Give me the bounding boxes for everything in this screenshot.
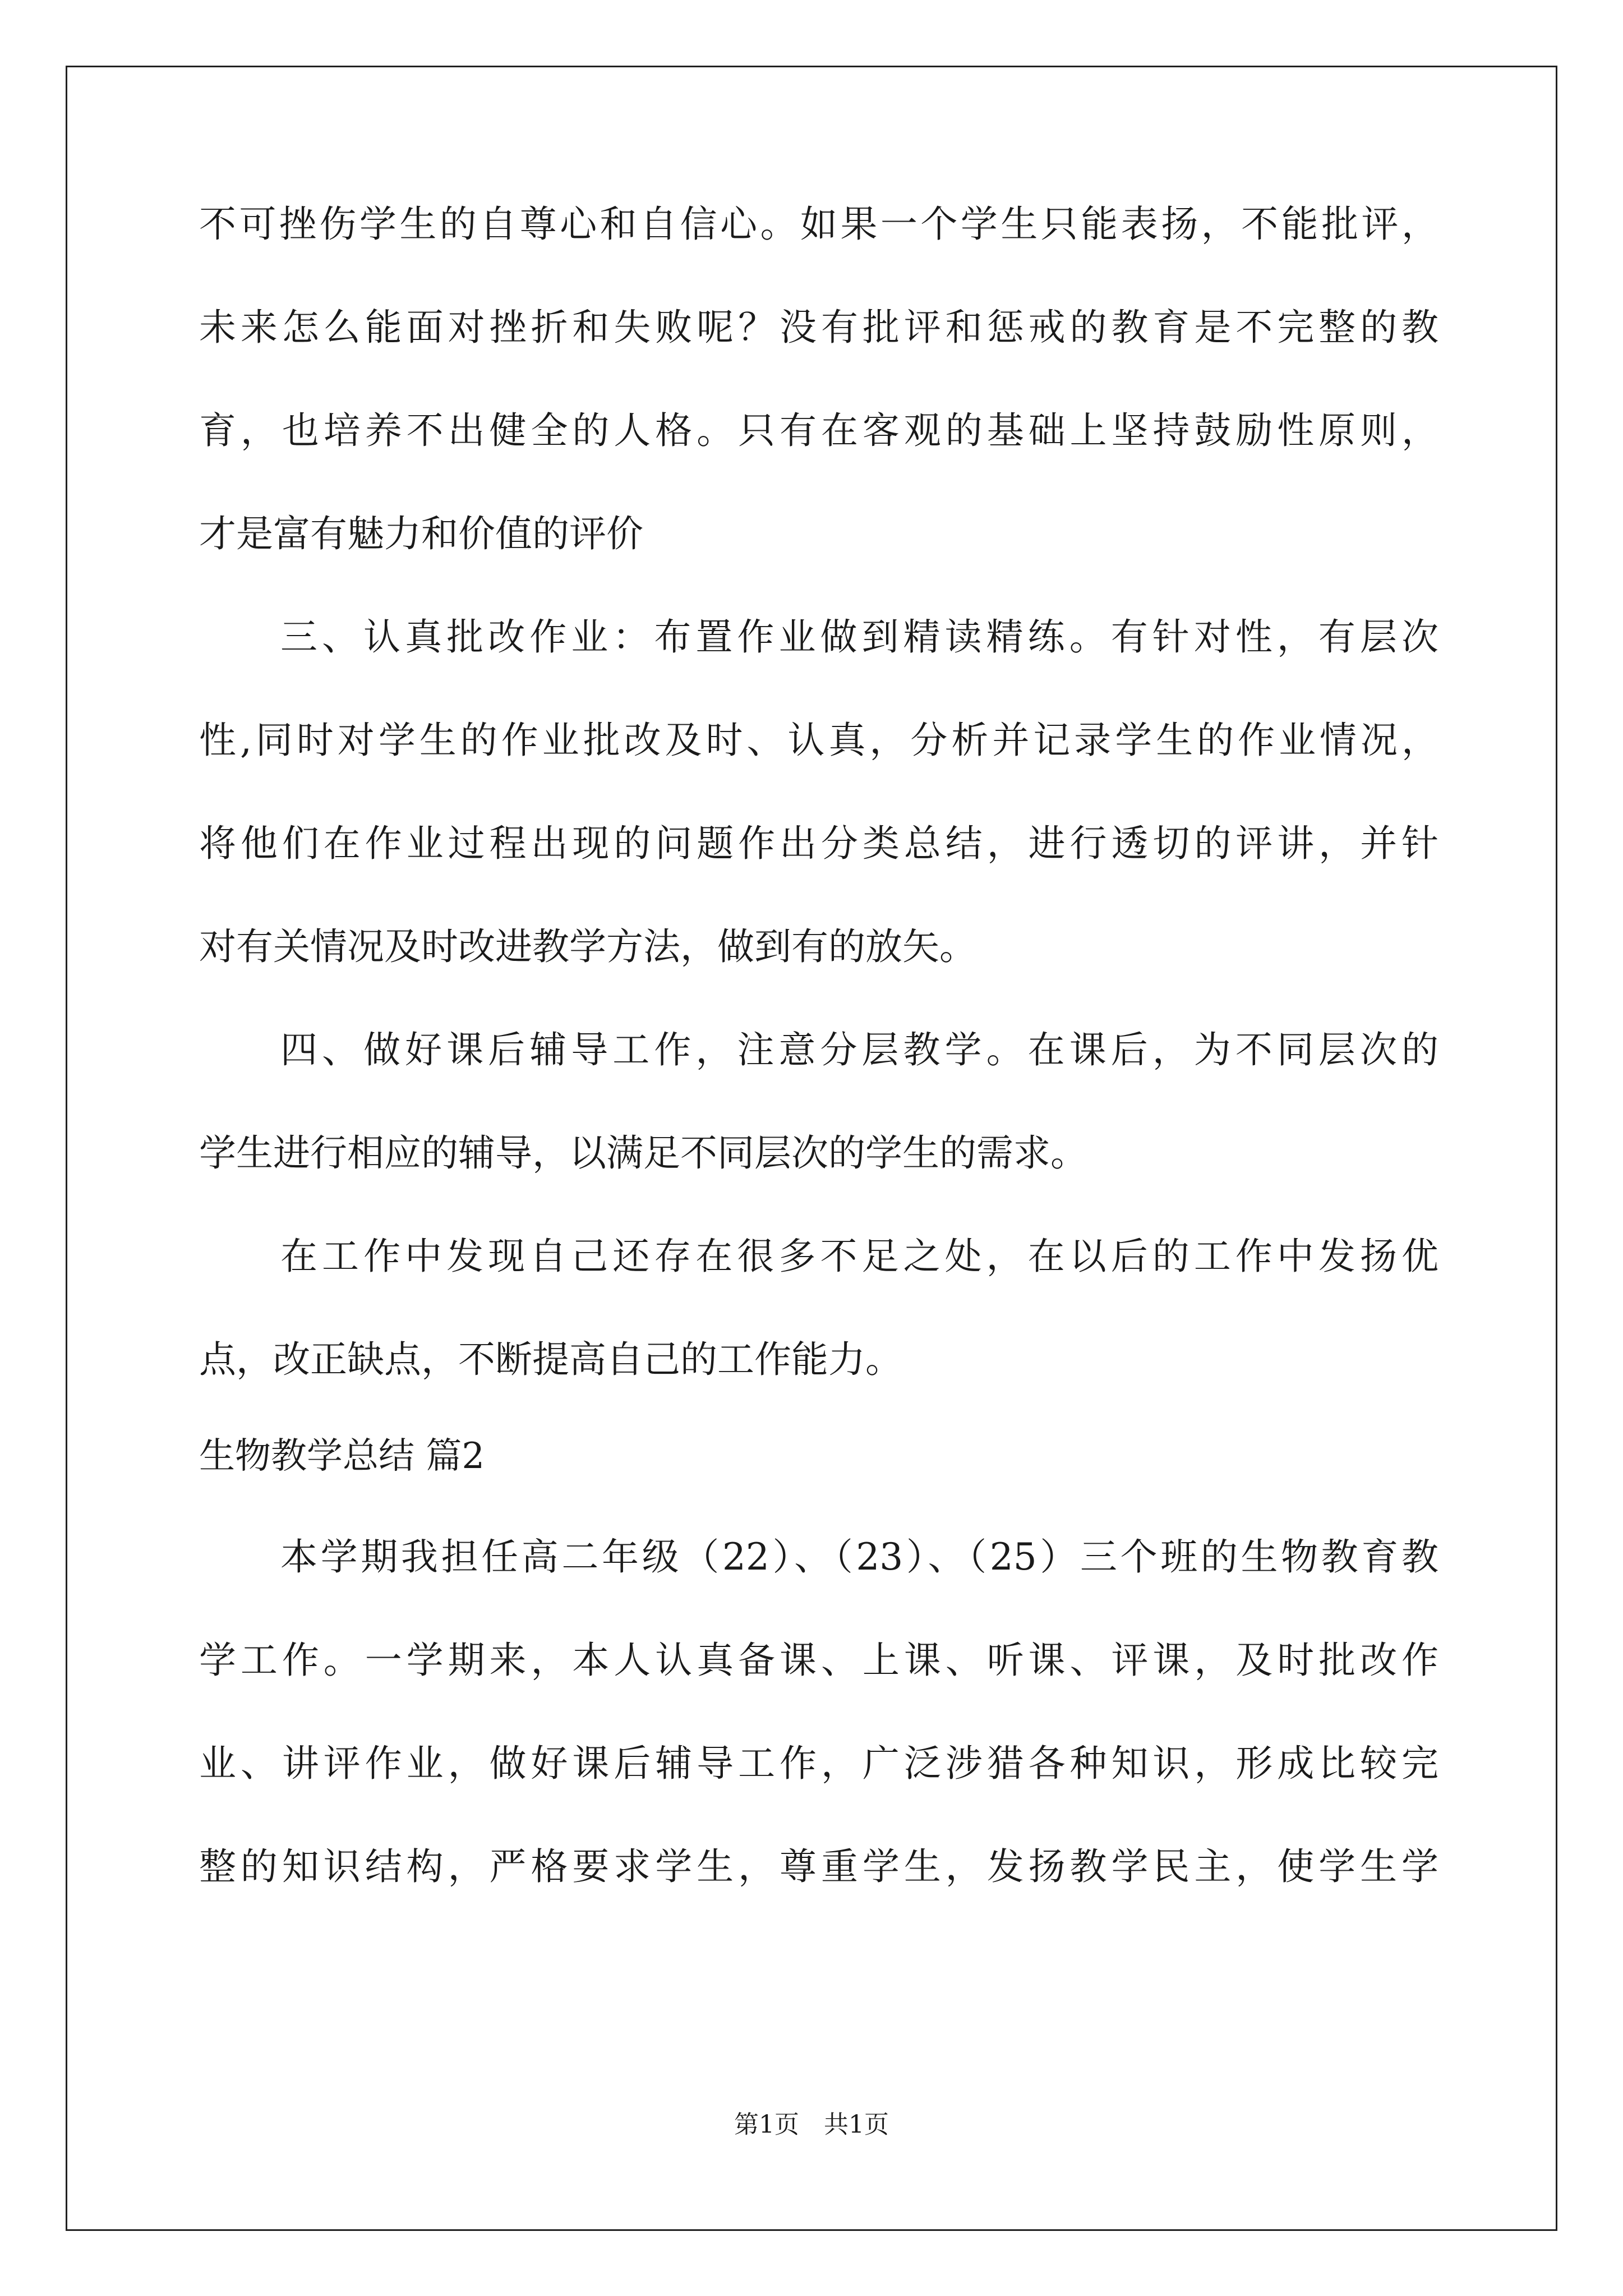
text-line-17: 整的知识结构，严格要求学生，尊重学生，发扬教学民主，使学生学	[199, 1845, 1438, 1888]
text-line-16: 业、讲评作业，做好课后辅导工作，广泛涉猎各种知识，形成比较完	[199, 1742, 1438, 1785]
text-line-9: 四、做好课后辅导工作，注意分层教学。在课后，为不同层次的	[280, 1028, 1438, 1071]
text-line-2: 未来怎么能面对挫折和失败呢？没有批评和惩戒的教育是不完整的教	[199, 306, 1438, 349]
text-line-15: 学工作。一学期来，本人认真备课、上课、听课、评课，及时批改作	[199, 1639, 1438, 1682]
text-line-7: 将他们在作业过程出现的问题作出分类总结，进行透切的评讲，并针	[199, 822, 1438, 865]
text-line-1: 不可挫伤学生的自尊心和自信心。如果一个学生只能表扬，不能批评，	[199, 203, 1438, 246]
section-heading: 生物教学总结 篇2	[199, 1435, 485, 1477]
text-line-5: 三、认真批改作业：布置作业做到精读精练。有针对性，有层次	[280, 615, 1438, 659]
text-line-12: 点，改正缺点，不断提高自己的工作能力。	[199, 1338, 902, 1381]
text-line-11: 在工作中发现自己还存在很多不足之处，在以后的工作中发扬优	[280, 1235, 1438, 1278]
text-line-4: 才是富有魅力和价值的评价	[199, 512, 643, 555]
text-line-10: 学生进行相应的辅导，以满足不同层次的学生的需求。	[199, 1131, 1087, 1175]
text-line-6: 性,同时对学生的作业批改及时、认真，分析并记录学生的作业情况，	[199, 719, 1438, 762]
text-line-3: 育，也培养不出健全的人格。只有在客观的基础上坚持鼓励性原则，	[199, 409, 1438, 452]
page-footer: 第1页 共1页	[734, 2110, 889, 2139]
text-line-14: 本学期我担任高二年级（22）、（23）、（25）三个班的生物教育教	[280, 1535, 1438, 1579]
text-line-8: 对有关情况及时改进教学方法，做到有的放矢。	[199, 925, 976, 968]
